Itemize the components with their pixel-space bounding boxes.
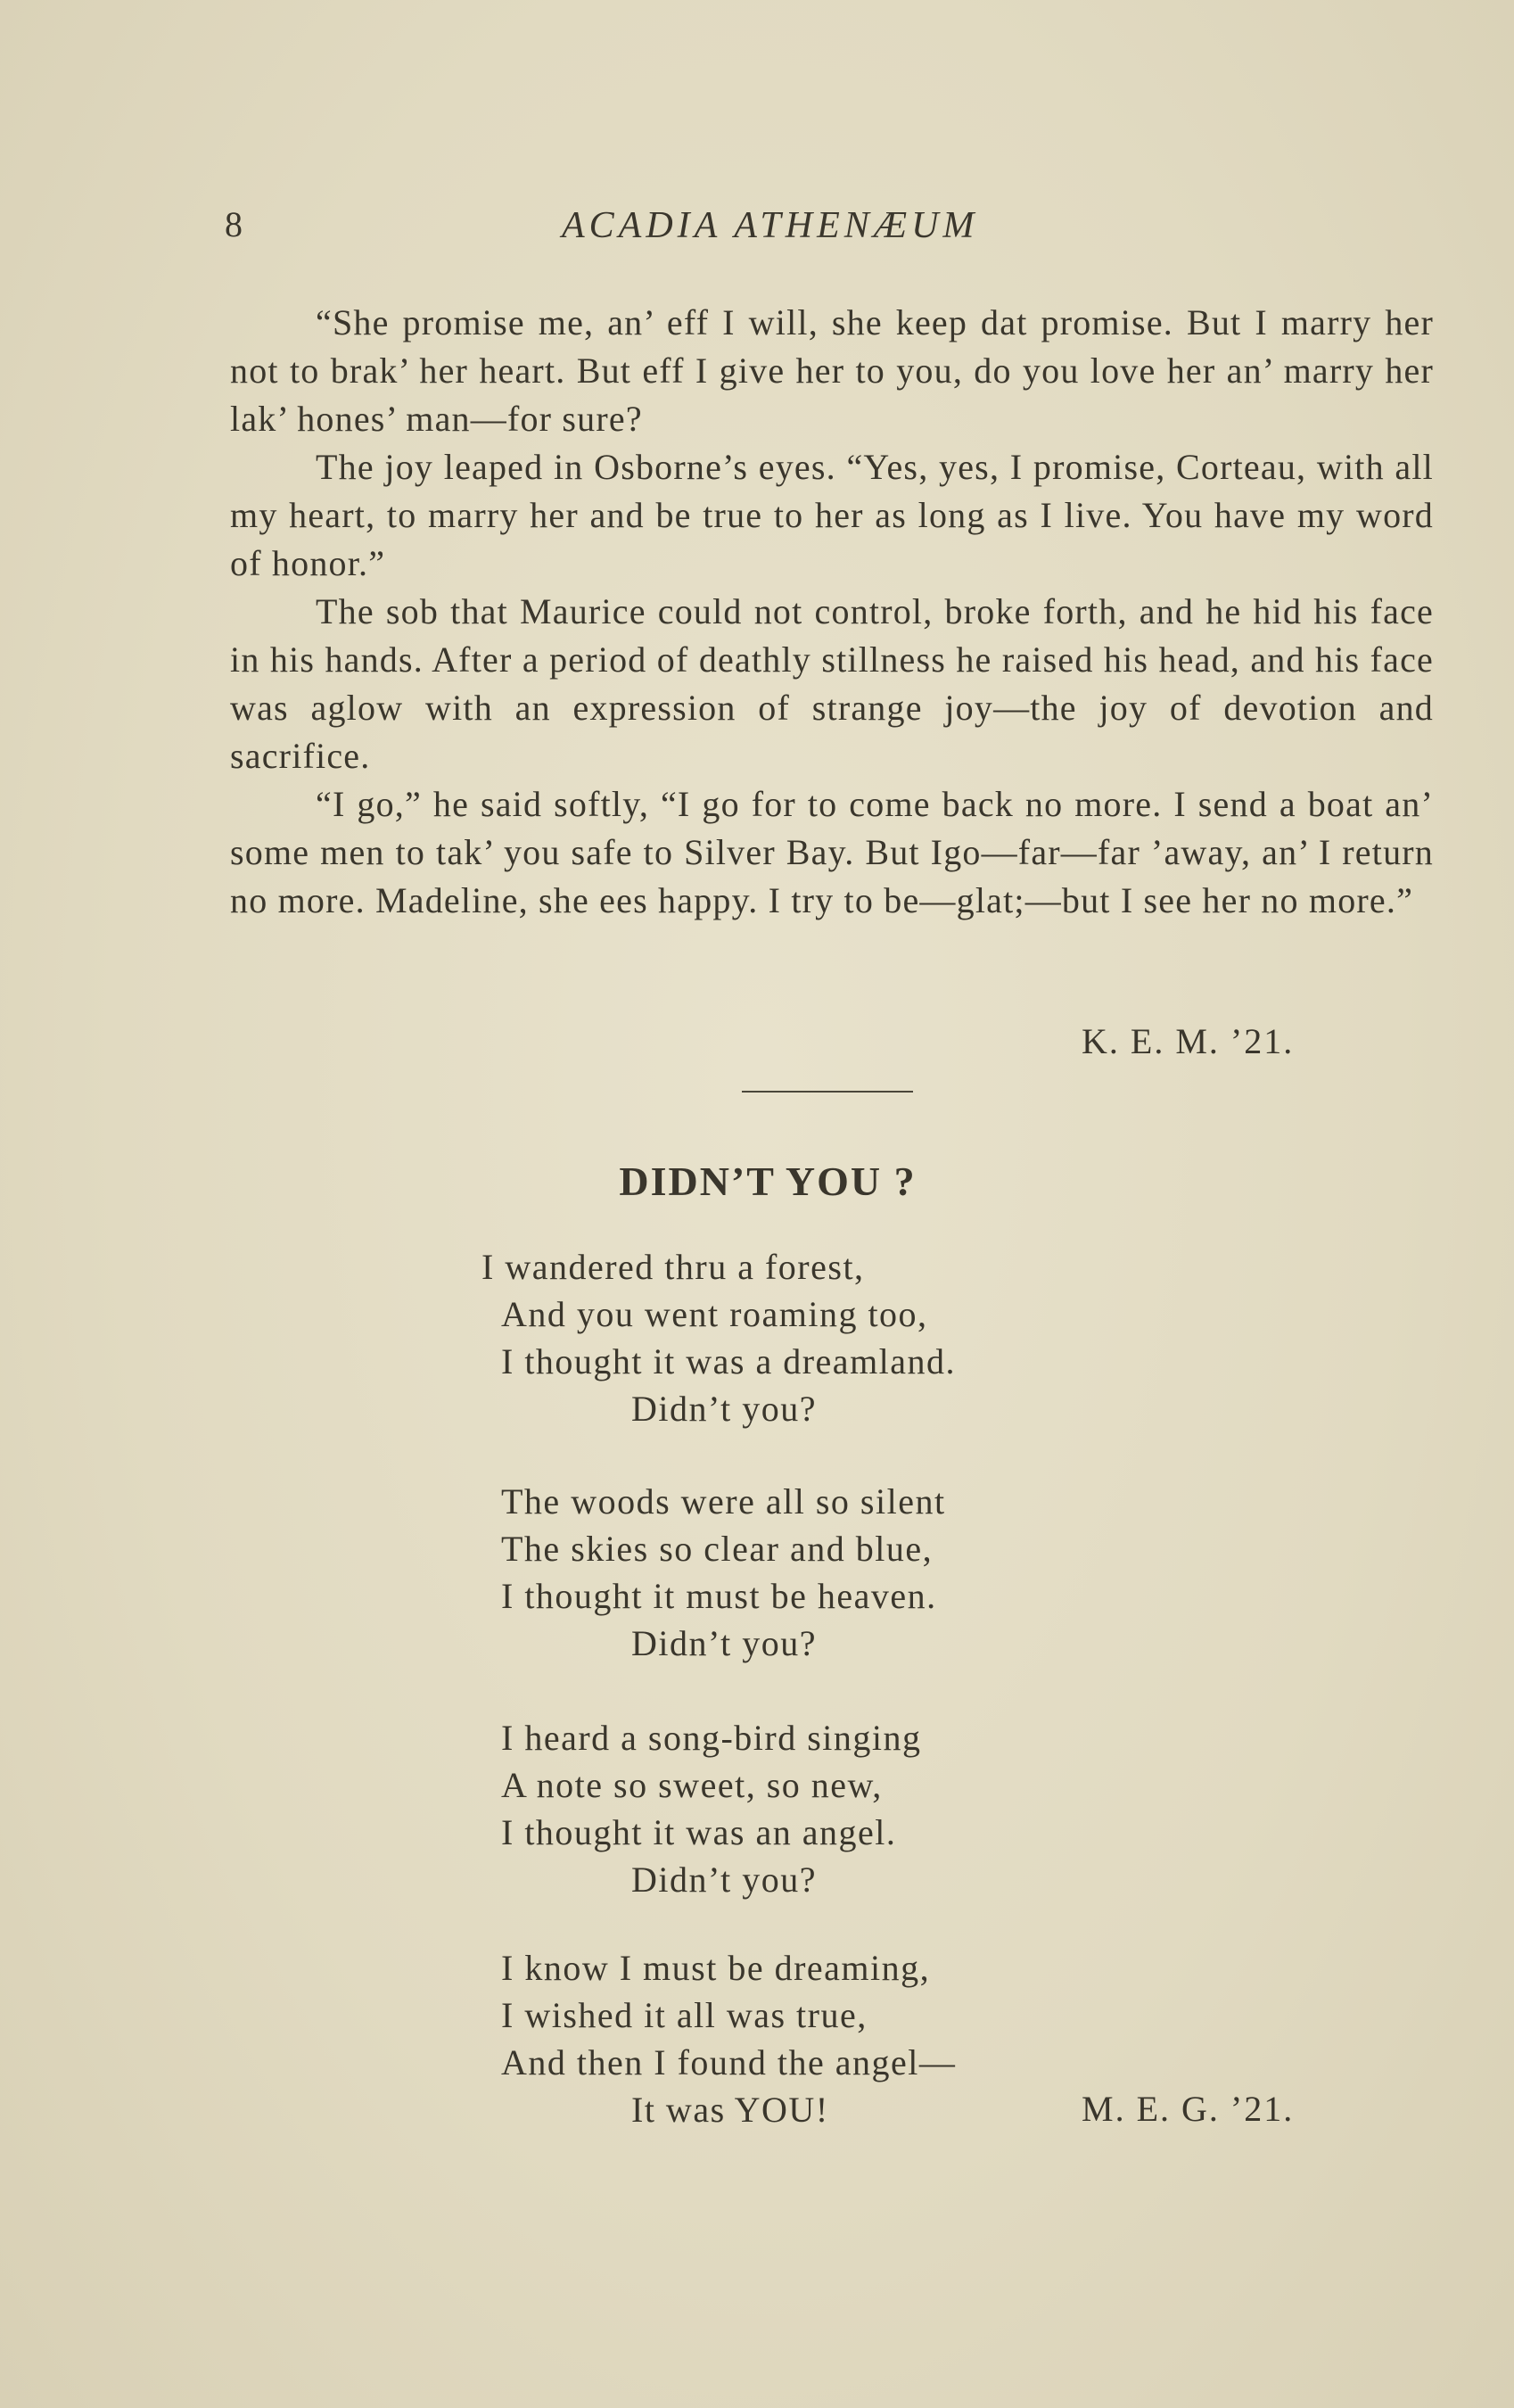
poem-refrain: Didn’t you? (631, 1389, 817, 1429)
section-divider (742, 1091, 913, 1093)
paragraph: The joy leaped in Osborne’s eyes. “Yes, yes, I promise, Corteau, with all my heart, to marry her and be true to her as long as I live. You have my word of honor.” (230, 447, 1434, 583)
story-text (230, 299, 1434, 925)
poem-title: DIDN’T YOU ? (619, 1159, 917, 1204)
poem-stanza (481, 1478, 946, 1667)
poem-signature: M. E. G. ’21. (1082, 2089, 1295, 2129)
page-number: 8 (225, 204, 243, 244)
poem-line: I thought it was an angel. (501, 1812, 897, 1852)
poem-stanza (481, 1944, 956, 2133)
paragraph: The sob that Maurice could not control, broke forth, and he hid his face in his hands. After a period of deathly stillness he raised his head, and his face was aglow with an expression of strange joy—the joy of devotion and sacrifice. (230, 591, 1434, 776)
running-title: ACADIA ATHENÆUM (562, 205, 979, 246)
poem-line: I thought it was a dreamland. (501, 1341, 957, 1381)
poem-line: I wished it all was true, (501, 1995, 868, 2035)
poem-line: And then I found the angel— (501, 2042, 957, 2082)
poem-line: The woods were all so silent (501, 1481, 946, 1521)
poem-line: And you went roaming too, (501, 1294, 928, 1334)
poem-refrain: Didn’t you? (631, 1860, 817, 1900)
paragraph: “She promise me, an’ eff I will, she keep dat promise. But I marry her not to brak’ her heart. But eff I give her to you, do you love her an’ marry her lak’ hones’ man—for sure? (230, 302, 1434, 439)
poem-line: I know I must be dreaming, (501, 1948, 931, 1988)
poem-line: The skies so clear and blue, (501, 1529, 934, 1569)
poem-line: A note so sweet, so new, (501, 1765, 883, 1805)
poem-stanza (481, 1714, 922, 1903)
poem-line: I heard a song-bird singing (501, 1718, 922, 1758)
poem-refrain: It was YOU! (631, 2090, 829, 2130)
story-signature: K. E. M. ’21. (1082, 1021, 1295, 1061)
poem-line: I wandered thru a forest, (481, 1247, 865, 1287)
poem-refrain: Didn’t you? (631, 1623, 817, 1663)
poem-line: I thought it must be heaven. (501, 1576, 937, 1616)
paragraph: “I go,” he said softly, “I go for to come back no more. I send a boat an’ some men to tak’ you safe to Silver Bay. But Igo—far—far ’away, an’ I return no more. Madeline, she ees happy. I try to be—glat;—but I see her no more.” (230, 784, 1434, 920)
poem-stanza (481, 1243, 956, 1432)
